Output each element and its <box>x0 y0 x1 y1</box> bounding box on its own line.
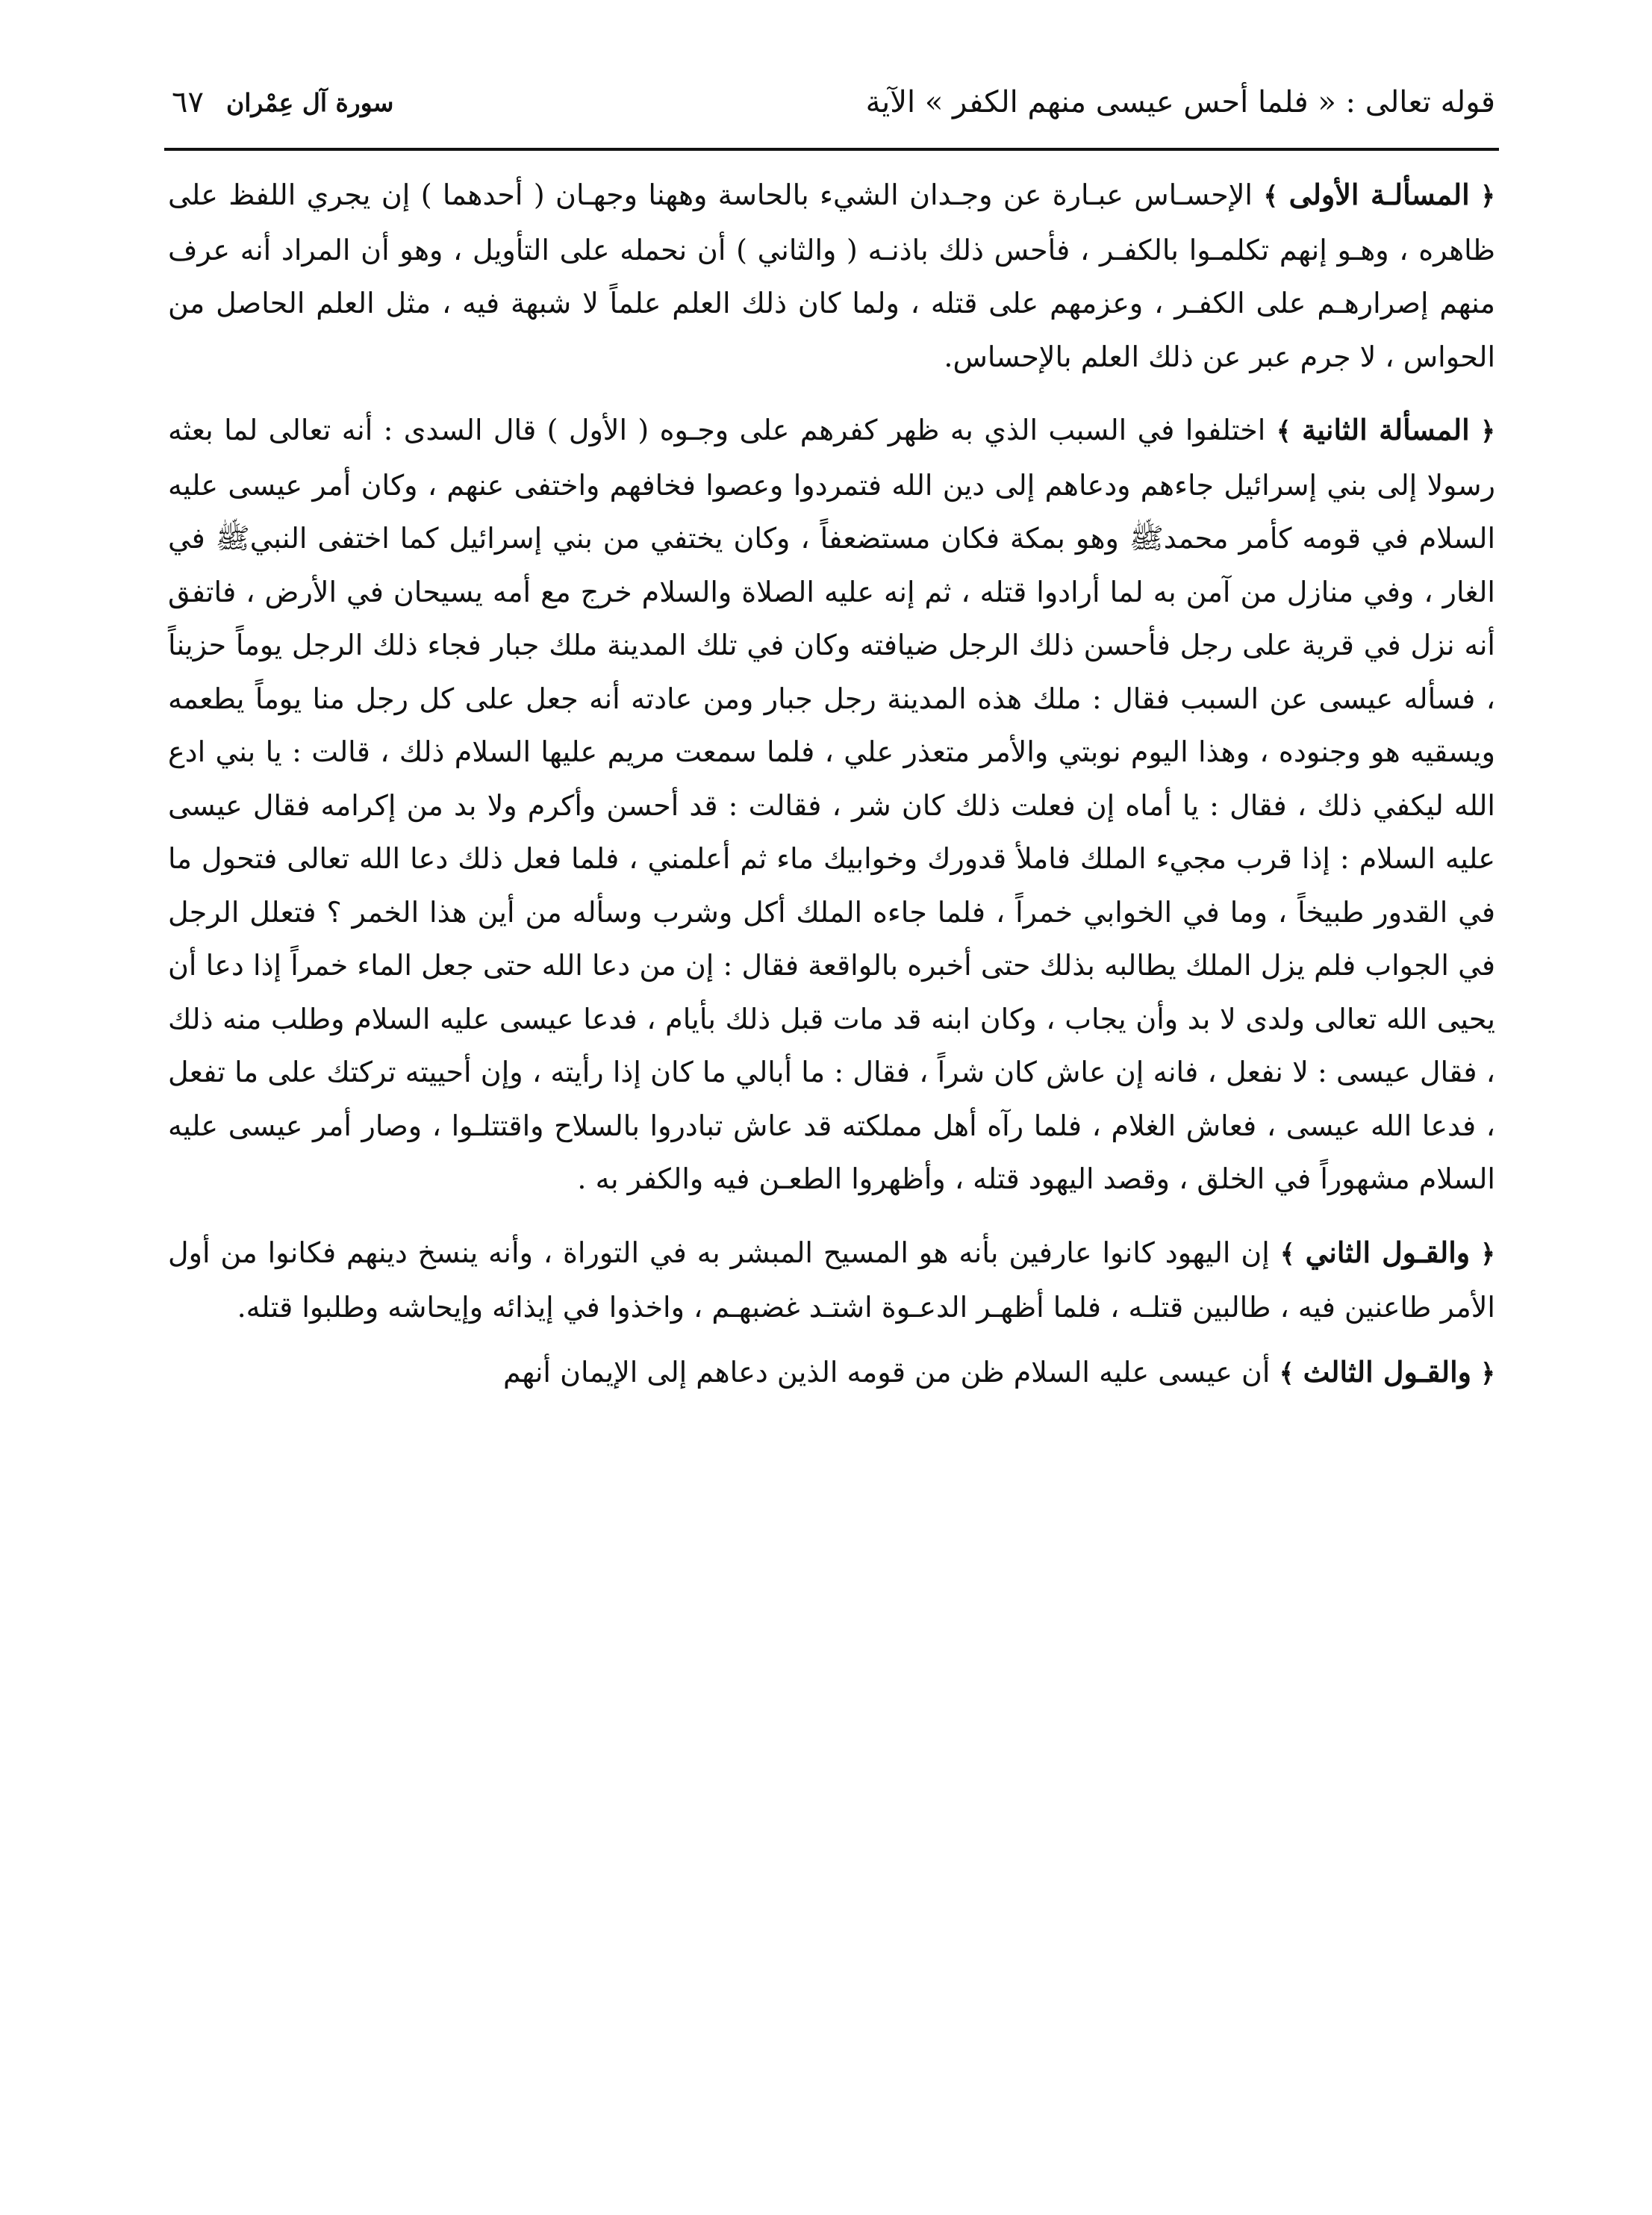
header-meta <box>172 85 393 119</box>
paragraph-text: اختلفوا في السبب الذي به ظهر كفرهم على وجـوه ( الأول ) قال السدى : أنه تعالى لما بعثه رسولا إلى بني إسرائيل جاءهم ودعاهم إلى دين الله فتمردوا وعصوا فخافهم واختفى عنهم ، وكان أمر عيسى عليه السلام في قومه كأمر محمدﷺ وهو بمكة فكان مستضعفاً ، وكان يختفي من بني إسرائيل كما اختفى النبيﷺ في الغار ، وفي منازل من آمن به لما أرادوا قتله ، ثم إنه عليه الصلاة والسلام خرج مع أمه يسيحان في الأرض ، فاتفق أنه نزل في قرية على رجل فأحسن ذلك الرجل ضيافته وكان في تلك المدينة ملك جبار فجاء ذلك الرجل يوماً حزيناً ، فسأله عيسى عن السبب فقال : ملك هذه المدينة رجل جبار ومن عادته أنه جعل على كل رجل منا يوماً يطعمه ويسقيه هو وجنوده ، وهذا اليوم نوبتي والأمر متعذر علي ، فلما سمعت مريم عليها السلام ذلك ، قالت : يا بني ادع الله ليكفي ذلك ، فقال : يا أماه إن فعلت ذلك كان شر ، فقالت : قد أحسن وأكرم ولا بد من إكرامه فقال عيسى عليه السلام : إذا قرب مجيء الملك فاملأ قدورك وخوابيك ماء ثم أعلمني ، فلما فعل ذلك دعا الله تعالى فتحول ما في القدور طبيخاً ، وما في الخوابي خمراً ، فلما جاءه الملك أكل وشرب وسأله من أين هذا الخمر ؟ فتعلل الرجل في الجواب فلم يزل الملك يطالبه بذلك حتى أخبره بالواقعة فقال : إن من دعا الله حتى جعل الماء خمراً إذا دعا أن يحيى الله تعالى ولدى لا بد وأن يجاب ، وكان ابنه قد مات قبل ذلك بأيام ، فدعا عيسى عليه السلام وطلب منه ذلك ، فقال عيسى : لا نفعل ، فانه إن عاش كان شراً ، فقال : ما أبالي ما كان إذا رأيته ، وإن أحييته تركتك على ما تفعل ، فدعا الله عيسى ، فعاش الغلام ، فلما رآه أهل مملكته قد عاش تبادروا بالسلاح واقتتلـوا ، وصار أمر عيسى عليه السلام مشهوراً في الخلق ، وقصد اليهود قتله ، وأظهروا الطعـن فيه والكفر به . <box>168 414 1495 1195</box>
ornate-bracket-open: ﴿ <box>1480 417 1496 446</box>
ornate-bracket-close: ﴾ <box>1279 1239 1295 1269</box>
paragraph-third-opinion <box>168 1345 1495 1401</box>
running-title: قوله تعالى : « فلما أحس عيسى منهم الكفر » الآية <box>865 85 1495 119</box>
ornate-bracket-close: ﴾ <box>1279 1358 1294 1389</box>
paragraph-text: الإحسـاس عبـارة عن وجـدان الشيء بالحاسة وههنا وجهـان ( أحدهما ) إن يجري اللفظ على ظاهره ، وهـو إنهم تكلمـوا بالكفـر ، فأحس ذلك باذنـه ( والثاني ) أن نحمله على التأويل ، وهو أن المراد أنه عرف منهم إصرارهـم على الكفـر ، وعزمهم على قتله ، ولما كان ذلك العلم علماً لا شبهة فيه ، مثل العلم الحاصل من الحواس ، لا جرم عبر عن ذلك العلم بالإحساس. <box>168 178 1495 373</box>
section-heading: المسألة الثانية <box>1302 413 1470 446</box>
page-header <box>172 69 1495 136</box>
paragraph-text: أن عيسى عليه السلام ظن من قومه الذين دعاهم إلى الإيمان أنهم <box>503 1355 1279 1389</box>
ornate-bracket-open: ﴿ <box>1480 1358 1495 1389</box>
ornate-bracket-open: ﴿ <box>1480 181 1495 211</box>
paragraph-second-issue <box>168 403 1495 1206</box>
ornate-bracket-close: ﴾ <box>1263 181 1279 211</box>
section-heading: والقـول الثالث <box>1303 1354 1471 1389</box>
section-heading: المسألـة الأولى <box>1288 178 1470 211</box>
paragraph-text: إن اليهود كانوا عارفين بأنه هو المسيح المبشر به في التوراة ، وأنه ينسخ دينهم فكانوا من أول الأمر طاعنين فيه ، طالبين قتلـه ، فلما أظهـر الدعـوة اشتـد غضبهـم ، واخذوا في إيذائه وإيحاشه وطلبوا قتله. <box>168 1236 1495 1324</box>
paragraph-first-issue <box>168 168 1495 384</box>
ornate-bracket-open: ﴿ <box>1480 1239 1495 1269</box>
section-heading: والقـول الثاني <box>1305 1235 1471 1269</box>
ornate-bracket-close: ﴾ <box>1276 417 1291 446</box>
page-number: ٦٧ <box>172 85 204 119</box>
paragraph-second-opinion <box>168 1226 1495 1335</box>
surah-name: سورة آل عِمْران <box>225 87 394 117</box>
page-body <box>168 168 1495 2170</box>
header-divider <box>164 148 1499 151</box>
